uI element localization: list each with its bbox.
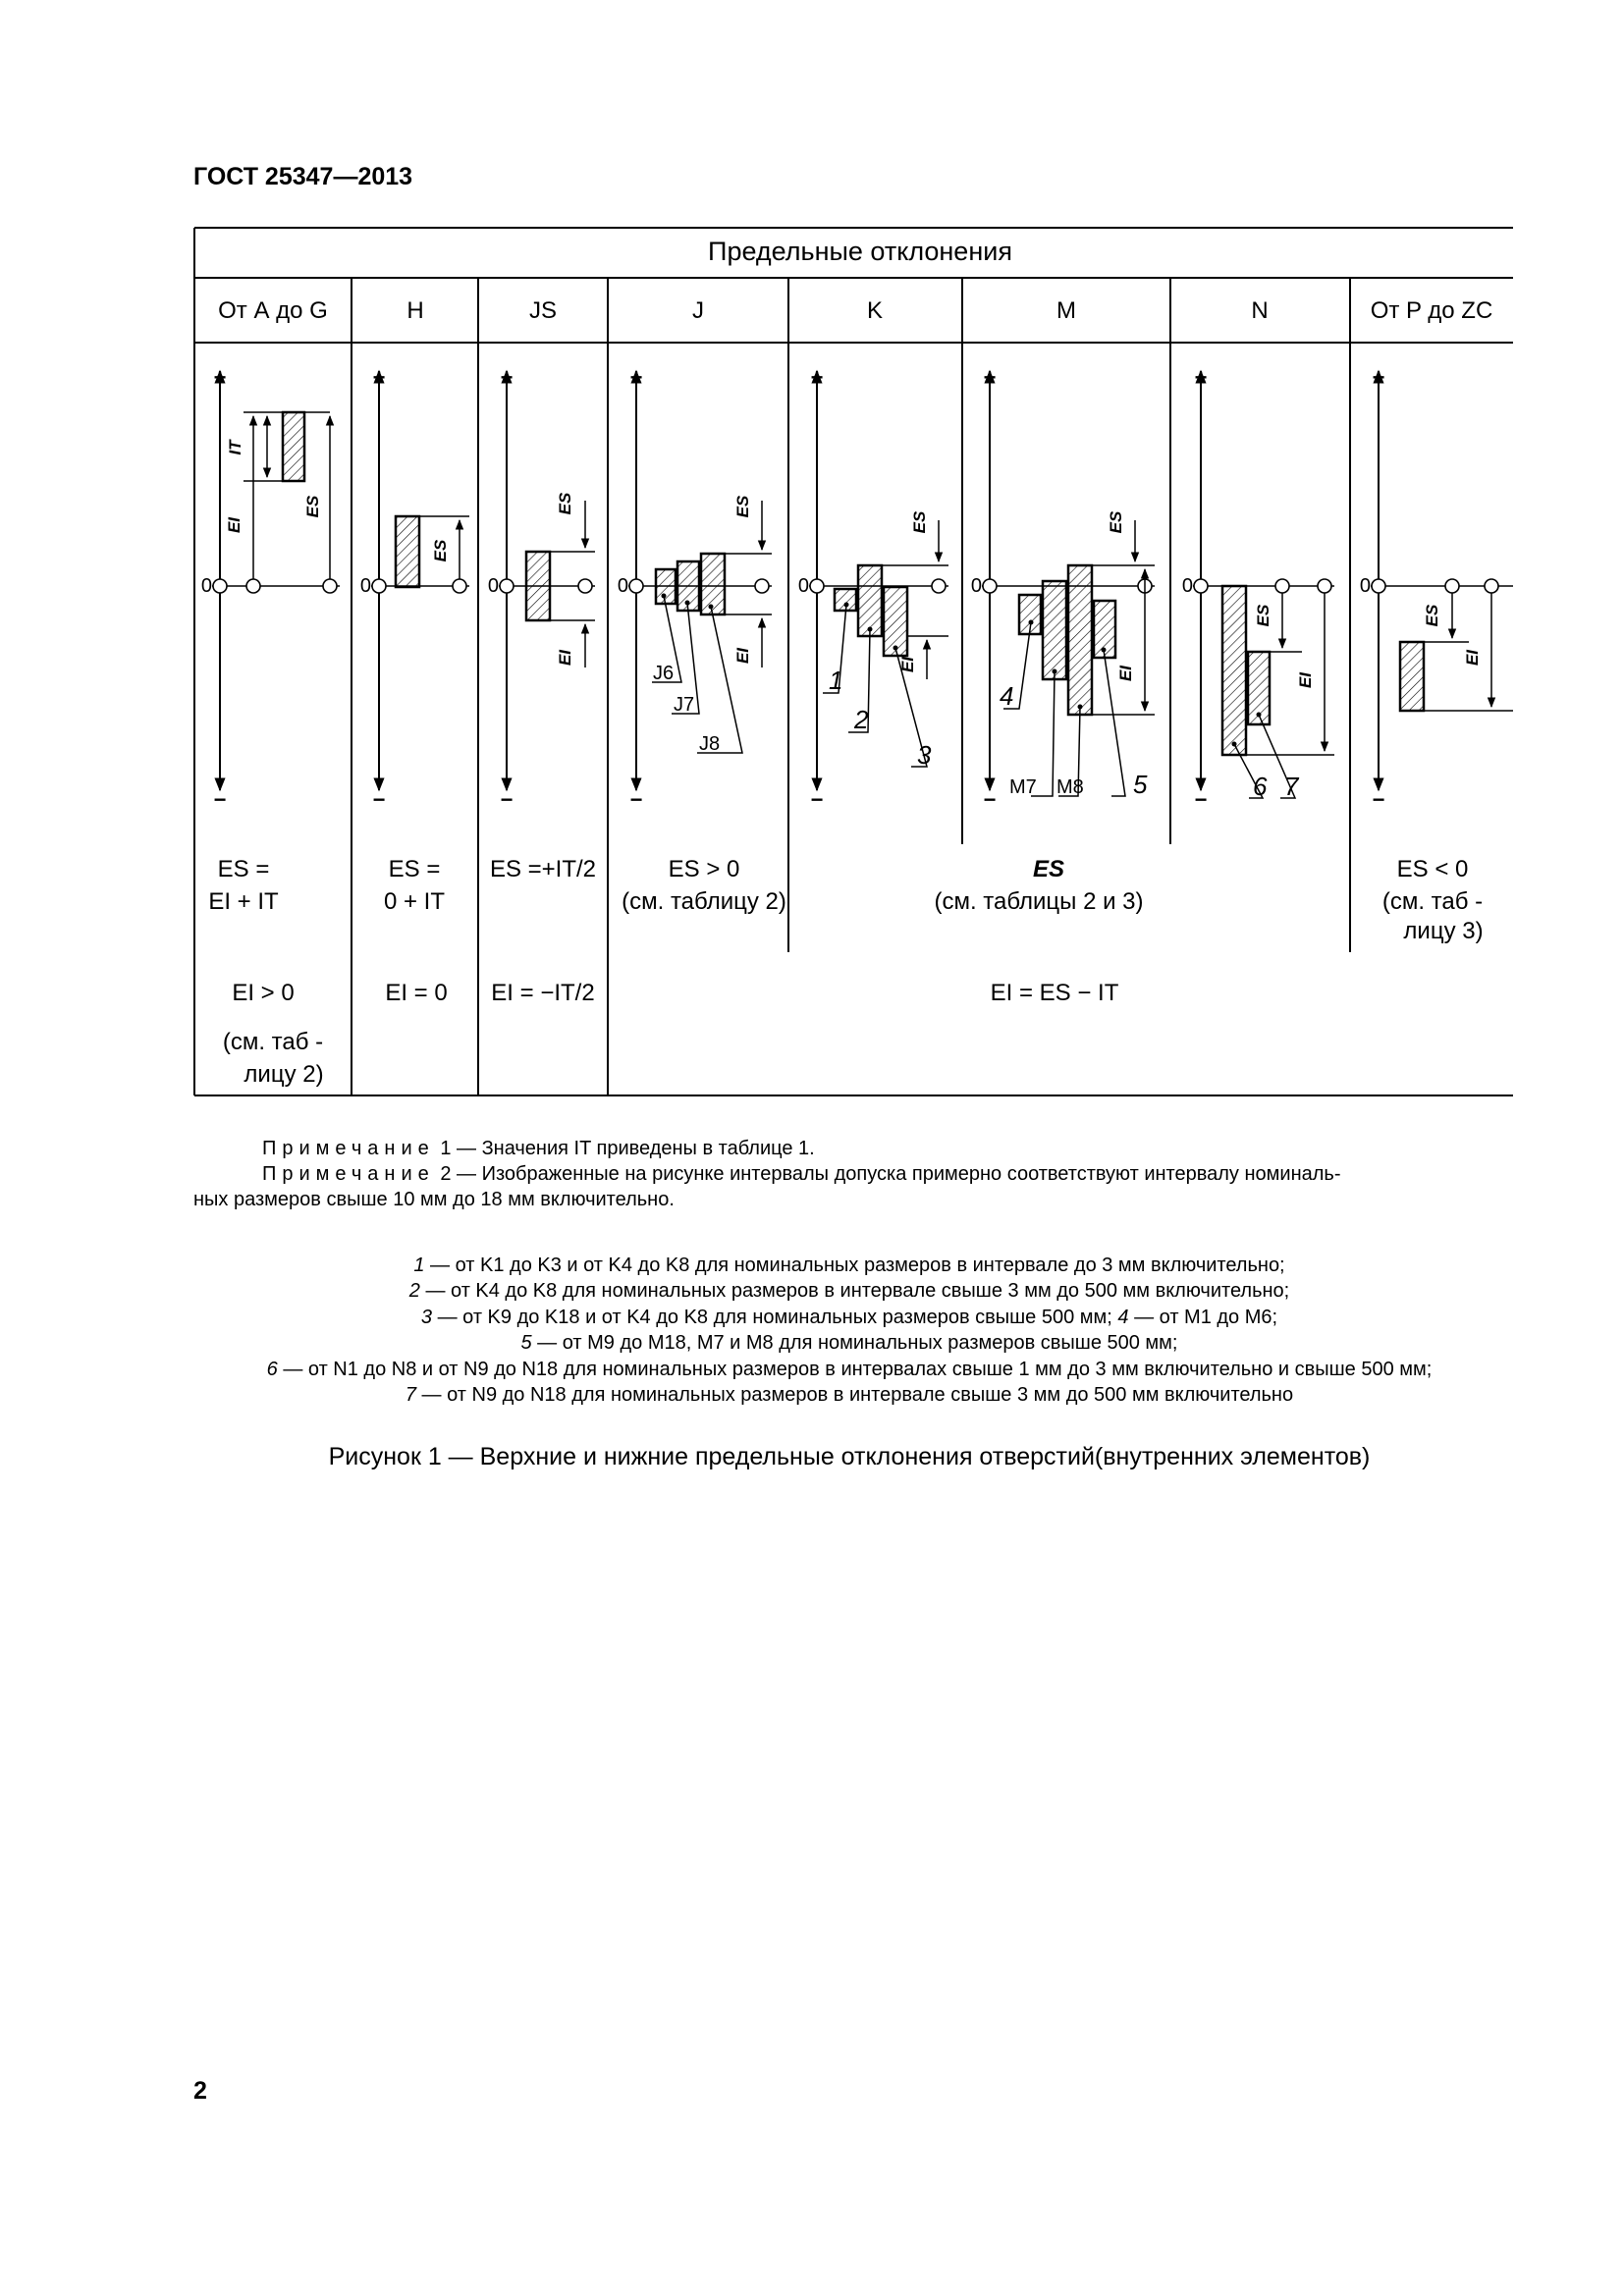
note-text: — Значения IT приведены в таблице 1. bbox=[457, 1138, 815, 1159]
label-j6: J6 bbox=[653, 663, 675, 684]
minus-sign: − bbox=[810, 787, 824, 812]
label-it: IT bbox=[226, 440, 244, 455]
label-es: ES bbox=[1254, 604, 1272, 627]
ei-formula-row bbox=[223, 980, 1119, 1088]
label-4: 4 bbox=[1000, 681, 1014, 711]
plus-sign: + bbox=[810, 365, 824, 390]
label-es: ES bbox=[733, 495, 752, 518]
plus-sign: + bbox=[1194, 365, 1208, 390]
label-es: ES bbox=[1107, 510, 1125, 534]
note-text-continuation: ных размеров свыше 10 мм до 18 мм включительно. bbox=[193, 1189, 675, 1210]
document-code: ГОСТ 25347—2013 bbox=[193, 163, 413, 190]
col-header-js: JS bbox=[528, 297, 558, 324]
ei-formula-a-g: EI > 0 (см. таб -лицу 2) bbox=[222, 980, 324, 1088]
minus-sign: − bbox=[372, 787, 386, 812]
table-title: Предельные отклонения bbox=[708, 237, 1012, 266]
diagram-n bbox=[1222, 586, 1334, 801]
diagram-k bbox=[823, 510, 948, 770]
legend-item: 3 — от K9 до K18 и от K4 до K8 для номинальных размеров свыше 500 мм; 4 — от M1 до M6; bbox=[420, 1306, 1278, 1328]
label-ei: EI bbox=[225, 516, 244, 534]
label-3: 3 bbox=[917, 740, 932, 770]
col-header-k: K bbox=[866, 297, 884, 324]
zero-label: 0 bbox=[200, 575, 212, 597]
label-ei: EI bbox=[1116, 665, 1135, 682]
note-word: Примечание bbox=[262, 1138, 435, 1159]
es-formula-k-m-n: ES (см. таблицы 2 и 3) bbox=[934, 856, 1144, 915]
label-j7: J7 bbox=[674, 694, 695, 716]
zero-label: 0 bbox=[617, 575, 628, 597]
table-grid bbox=[194, 228, 1513, 1095]
legend bbox=[193, 1253, 1505, 1408]
plus-sign: + bbox=[372, 365, 386, 390]
diagram-p-zc bbox=[1400, 593, 1513, 711]
label-7: 7 bbox=[1284, 772, 1299, 801]
plus-sign: + bbox=[1372, 365, 1385, 390]
minus-sign: − bbox=[213, 787, 227, 812]
label-6: 6 bbox=[1253, 772, 1268, 801]
zero-label: 0 bbox=[970, 575, 982, 597]
label-m8: M8 bbox=[1056, 776, 1084, 798]
label-5: 5 bbox=[1133, 770, 1148, 799]
legend-item: 5 — от M9 до M18, M7 и M8 для номинальных размеров свыше 500 мм; bbox=[520, 1332, 1178, 1355]
es-formula-p-zc: ES < 0 (см. таб -лицу 3) bbox=[1381, 856, 1484, 944]
es-formula-row bbox=[208, 856, 1483, 944]
label-ei: EI bbox=[1296, 671, 1315, 689]
page-number: 2 bbox=[193, 2077, 207, 2105]
zero-label: 0 bbox=[1181, 575, 1193, 597]
note-number: 2 bbox=[440, 1163, 452, 1185]
col-header-h: H bbox=[406, 297, 424, 324]
label-es: ES bbox=[556, 492, 574, 515]
figure-caption: Рисунок 1 — Верхние и нижние предельные отклонения отверстий(внутренних элементов) bbox=[328, 1443, 1371, 1470]
note-number: 1 bbox=[440, 1138, 452, 1159]
label-es: ES bbox=[1423, 604, 1441, 627]
minus-sign: − bbox=[1194, 787, 1208, 812]
note-2 bbox=[193, 1161, 1505, 1212]
col-header-n: N bbox=[1251, 297, 1269, 324]
col-header-j: J bbox=[692, 297, 704, 324]
note-1 bbox=[193, 1136, 1505, 1161]
ei-formula-js: EI = −IT/2 bbox=[491, 980, 595, 1006]
plus-sign: + bbox=[500, 365, 514, 390]
minus-sign: − bbox=[1372, 787, 1385, 812]
legend-item: 1 — от K1 до K3 и от K4 до K8 для номинальных размеров в интервале до 3 мм включительно; bbox=[413, 1255, 1285, 1276]
note-text: — Изображенные на рисунке интервалы допуска примерно соответствуют интервалу номиналь- bbox=[457, 1163, 1341, 1185]
plus-sign: + bbox=[983, 365, 997, 390]
label-ei: EI bbox=[898, 656, 917, 673]
note-word: Примечание bbox=[262, 1163, 435, 1185]
label-j8: J8 bbox=[699, 733, 721, 755]
label-2: 2 bbox=[854, 705, 869, 734]
diagram-a-g bbox=[225, 412, 330, 579]
label-es: ES bbox=[910, 510, 929, 534]
legend-item: 6 — от N1 до N8 и от N9 до N18 для номинальных размеров в интервалах свыше 1 мм до 3 мм включительно и свыше 500 мм; bbox=[266, 1358, 1433, 1380]
col-header-m: M bbox=[1056, 297, 1076, 324]
legend-item: 7 — от N9 до N18 для номинальных размеров в интервале свыше 3 мм до 500 мм включительно bbox=[405, 1384, 1294, 1407]
label-ei: EI bbox=[556, 649, 574, 667]
zero-label: 0 bbox=[1359, 575, 1371, 597]
label-ei: EI bbox=[1463, 649, 1482, 667]
zero-label: 0 bbox=[487, 575, 499, 597]
ei-formula-h: EI = 0 bbox=[385, 980, 448, 1006]
es-formula-js: ES =+IT/2 bbox=[489, 856, 597, 882]
diagram-h bbox=[396, 516, 469, 587]
column-headers bbox=[218, 297, 1492, 324]
col-header-p-zc: От P до ZC bbox=[1370, 297, 1493, 324]
label-m7: M7 bbox=[1009, 776, 1037, 798]
diagram-m bbox=[1000, 510, 1155, 799]
es-formula-j: ES > 0 (см. таблицу 2) bbox=[622, 856, 786, 915]
label-es: ES bbox=[431, 539, 450, 562]
ei-formula-rest: EI = ES − IT bbox=[990, 980, 1119, 1006]
minus-sign: − bbox=[500, 787, 514, 812]
label-1: 1 bbox=[829, 666, 843, 695]
es-formula-h: ES = 0 + IT bbox=[383, 856, 446, 915]
zero-label: 0 bbox=[797, 575, 809, 597]
plus-sign: + bbox=[629, 365, 643, 390]
plus-sign: + bbox=[213, 365, 227, 390]
minus-sign: − bbox=[983, 787, 997, 812]
label-es: ES bbox=[303, 495, 322, 518]
es-formula-a-g: ES = EI + IT bbox=[208, 856, 279, 915]
diagram-j bbox=[652, 495, 772, 755]
minus-sign: − bbox=[629, 787, 643, 812]
label-ei: EI bbox=[733, 647, 752, 665]
zero-label: 0 bbox=[359, 575, 371, 597]
col-header-a-g: От А до G bbox=[218, 297, 328, 324]
deviation-figure bbox=[192, 226, 1513, 1099]
legend-item: 2 — от K4 до K8 для номинальных размеров в интервале свыше 3 мм до 500 мм включительно; bbox=[408, 1280, 1290, 1303]
